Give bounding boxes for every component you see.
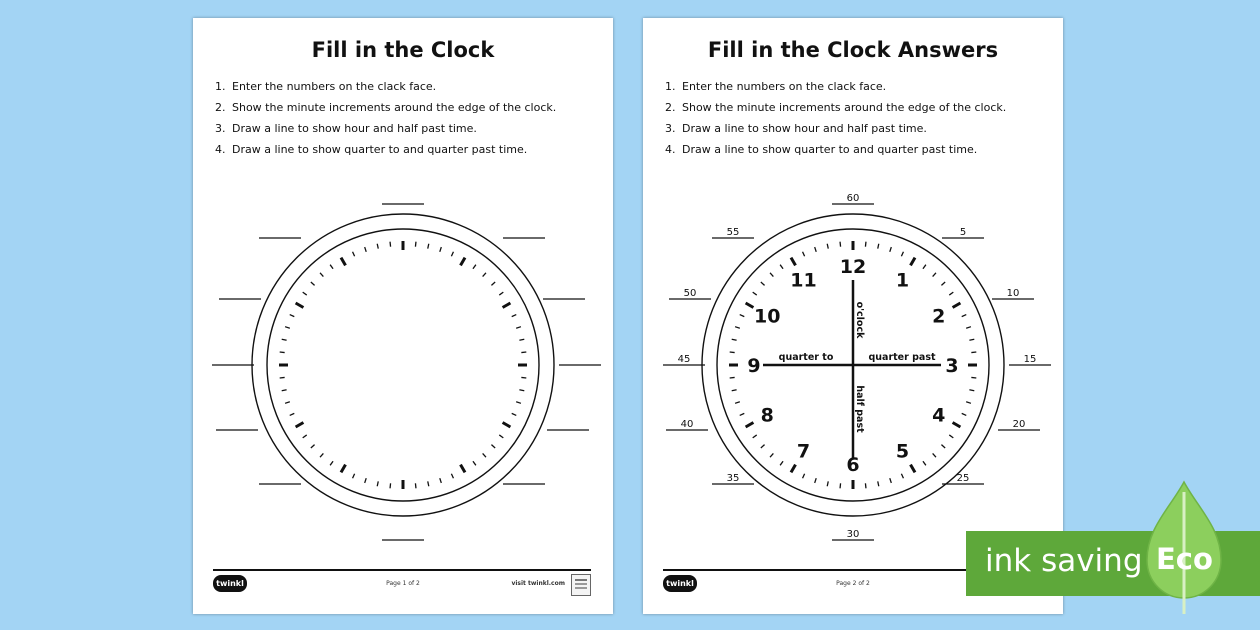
clock-number: 1 (895, 269, 910, 292)
instruction-item: 2. Show the minute increments around the edge of the clock. (215, 101, 557, 114)
instruction-item: 2. Show the minute increments around the edge of the clock. (665, 101, 1007, 114)
visit-link: visit twinkl.com (511, 580, 565, 587)
minute-label: 10 (1006, 288, 1020, 299)
instruction-item: 3. Draw a line to show hour and half past time. (215, 122, 477, 135)
oclock-label: o'clock (854, 301, 865, 339)
minute-label: 55 (726, 227, 740, 238)
minute-label: 25 (956, 473, 970, 484)
instruction-item: 4. Draw a line to show quarter to and quarter past time. (215, 143, 528, 156)
title-bold: Answers (897, 38, 999, 62)
minute-label: 45 (677, 354, 691, 365)
minute-label: 15 (1023, 354, 1037, 365)
minute-label: 20 (1012, 419, 1026, 430)
minute-label: 50 (683, 288, 697, 299)
clock-number: 2 (932, 305, 946, 328)
clock-number: 3 (945, 355, 959, 377)
twinkl-logo: twinkl (213, 575, 247, 592)
minute-label: 5 (959, 227, 967, 238)
clock-number: 6 (846, 454, 860, 476)
clock-number: 10 (754, 305, 781, 328)
quarter-past-label: quarter past (868, 352, 936, 363)
quarter-to-label: quarter to (778, 352, 834, 363)
ink-saving-text: ink saving (985, 543, 1143, 579)
clock-number: 9 (747, 355, 761, 377)
twinkl-logo: twinkl (663, 575, 697, 592)
eco-label: Eco (1156, 542, 1213, 576)
clock-number: 4 (932, 404, 946, 427)
minute-label: 60 (846, 193, 860, 204)
clock-number: 8 (760, 404, 774, 427)
half-past-label: half past (854, 385, 865, 433)
page-number: Page 2 of 2 (836, 580, 870, 587)
clock-number: 11 (790, 269, 817, 292)
instruction-item: 1. Enter the numbers on the clack face. (215, 80, 437, 93)
instruction-item: 1. Enter the numbers on the clack face. (665, 80, 887, 93)
instruction-item: 4. Draw a line to show quarter to and quarter past time. (665, 143, 978, 156)
minute-label: 35 (726, 473, 740, 484)
page-number: Page 1 of 2 (386, 580, 420, 587)
clock-number: 5 (895, 440, 910, 463)
minute-label: 40 (680, 419, 694, 430)
clock-number: 12 (839, 256, 867, 278)
instruction-item: 3. Draw a line to show hour and half past time. (665, 122, 927, 135)
page-title: Fill in the Clock (311, 38, 495, 62)
title-plain: Fill in the Clock (707, 38, 898, 62)
minute-label: 30 (846, 529, 860, 540)
clock-number: 7 (796, 440, 811, 463)
